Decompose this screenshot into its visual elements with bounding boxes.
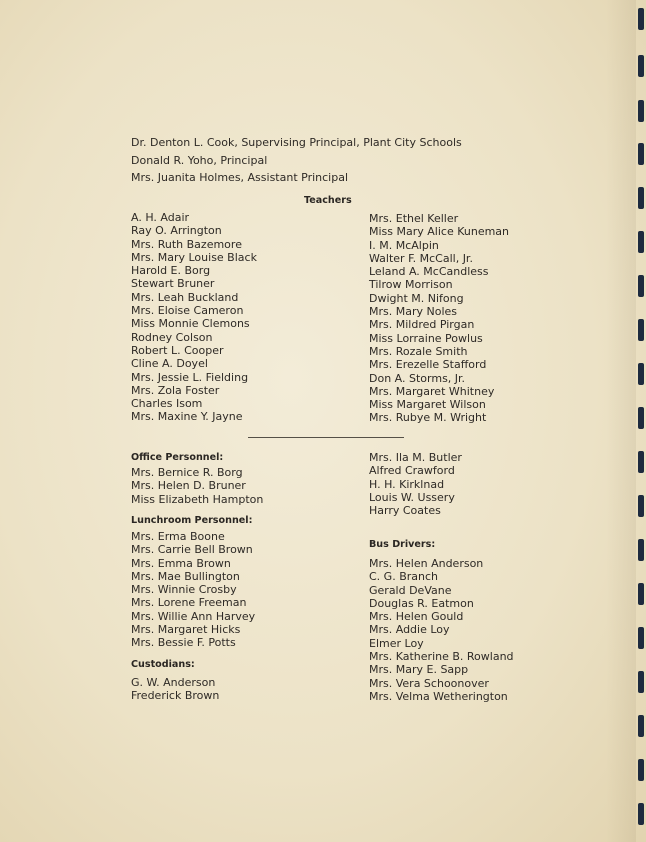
- lunchroom-staff-name: Mrs. Emma Brown: [131, 556, 231, 570]
- admin-line: Dr. Denton L. Cook, Supervising Principal, Plant City Schools: [131, 136, 462, 149]
- custodian-name: Louis W. Ussery: [369, 490, 455, 504]
- binder-ring: [638, 759, 644, 781]
- teacher-name: Miss Monnie Clemons: [131, 317, 250, 331]
- bus-driver-name: Mrs. Helen Anderson: [369, 557, 484, 570]
- binder-ring: [638, 187, 644, 209]
- custodian-name: H. H. Kirklnad: [369, 477, 445, 491]
- admin-line: Donald R. Yoho, Principal: [131, 153, 268, 167]
- admin-line: Mrs. Juanita Holmes, Assistant Principal: [131, 171, 349, 184]
- teacher-name: Charles Isom: [131, 397, 203, 411]
- teacher-name: Don A. Storms, Jr.: [369, 371, 466, 385]
- section-divider: [248, 437, 404, 438]
- lunchroom-staff-name: Mrs. Lorene Freeman: [131, 596, 247, 610]
- teachers-right-column: [369, 212, 509, 425]
- teacher-name: Robert L. Cooper: [131, 343, 224, 357]
- bus-driver-name: Mrs. Vera Schoonover: [369, 676, 489, 690]
- teacher-name: Ray O. Arrington: [131, 224, 222, 238]
- teacher-name: Leland A. McCandless: [369, 265, 489, 279]
- binder-ring: [638, 539, 644, 561]
- office-personnel-heading: Office Personnel:: [131, 452, 224, 463]
- lunchroom-staff-name: Mrs. Erma Boone: [131, 530, 225, 543]
- teacher-name: Mrs. Ethel Keller: [369, 212, 459, 225]
- custodians-heading: Custodians:: [131, 659, 195, 670]
- custodian-name: Mrs. Ila M. Butler: [369, 451, 462, 464]
- teacher-name: Tilrow Morrison: [369, 278, 453, 292]
- teacher-name: Miss Lorraine Powlus: [369, 331, 483, 345]
- teacher-name: Mrs. Rubye M. Wright: [369, 411, 487, 425]
- teacher-name: Mrs. Zola Foster: [131, 383, 220, 397]
- lunchroom-personnel-heading: Lunchroom Personnel:: [131, 515, 253, 526]
- binder-ring: [638, 451, 644, 473]
- bus-driver-name: Douglas R. Eatmon: [369, 596, 474, 610]
- custodian-name: Alfred Crawford: [369, 464, 455, 478]
- lunchroom-staff-name: Mrs. Carrie Bell Brown: [131, 543, 253, 557]
- teacher-name: Mrs. Eloise Cameron: [131, 304, 244, 318]
- bus-driver-name: Mrs. Addie Loy: [369, 623, 450, 637]
- teacher-name: Miss Margaret Wilson: [369, 398, 486, 412]
- teacher-name: Mrs. Mary Louise Black: [131, 250, 257, 264]
- office-staff-name: Miss Elizabeth Hampton: [131, 492, 264, 506]
- teacher-name: Mrs. Maxine Y. Jayne: [131, 410, 243, 424]
- custodians-list: [131, 676, 219, 703]
- binder-ring: [638, 231, 644, 253]
- binder-ring: [638, 407, 644, 429]
- teacher-name: Mrs. Erezelle Stafford: [369, 358, 487, 372]
- teacher-name: Mrs. Leah Buckland: [131, 290, 239, 304]
- teachers-left-column: [131, 211, 257, 424]
- lunchroom-staff-name: Mrs. Margaret Hicks: [131, 623, 241, 637]
- lunchroom-staff-name: Mrs. Bessie F. Potts: [131, 636, 236, 650]
- teacher-name: Miss Mary Alice Kuneman: [369, 225, 510, 239]
- custodian-name: G. W. Anderson: [131, 676, 216, 689]
- binder-ring: [638, 803, 644, 825]
- teacher-name: Dwight M. Nifong: [369, 291, 464, 305]
- office-personnel-list: [131, 466, 263, 506]
- teacher-name: Mrs. Mary Noles: [369, 305, 458, 319]
- teacher-name: Walter F. McCall, Jr.: [369, 251, 473, 265]
- teacher-name: Mrs. Rozale Smith: [369, 344, 468, 358]
- binder-ring: [638, 55, 644, 77]
- office-staff-name: Mrs. Bernice R. Borg: [131, 466, 243, 479]
- teacher-name: A. H. Adair: [131, 211, 190, 224]
- bus-drivers-heading: Bus Drivers:: [369, 539, 436, 550]
- custodian-name: Frederick Brown: [131, 689, 220, 703]
- spiral-binding: [630, 0, 646, 842]
- bus-driver-name: C. G. Branch: [369, 570, 438, 584]
- lunchroom-staff-name: Mrs. Mae Bullington: [131, 569, 240, 583]
- bus-driver-name: Mrs. Velma Wetherington: [369, 689, 508, 703]
- binder-ring: [638, 583, 644, 605]
- teachers-heading: Teachers: [304, 195, 352, 206]
- bus-driver-name: Elmer Loy: [369, 636, 424, 650]
- teacher-name: Mrs. Ruth Bazemore: [131, 237, 242, 251]
- binder-ring: [638, 275, 644, 297]
- binder-ring: [638, 363, 644, 385]
- bus-driver-name: Mrs. Mary E. Sapp: [369, 663, 469, 677]
- bus-driver-name: Mrs. Helen Gould: [369, 610, 464, 624]
- teacher-name: Mrs. Jessie L. Fielding: [131, 370, 249, 384]
- teacher-name: Mrs. Mildred Pirgan: [369, 318, 475, 332]
- binder-ring: [638, 8, 644, 30]
- teacher-name: Stewart Bruner: [131, 277, 215, 291]
- lunchroom-staff-name: Mrs. Willie Ann Harvey: [131, 609, 256, 623]
- lunchroom-personnel-list: [131, 530, 255, 650]
- binder-ring: [638, 715, 644, 737]
- teacher-name: I. M. McAlpin: [369, 238, 439, 252]
- teacher-name: Mrs. Margaret Whitney: [369, 384, 495, 398]
- office-staff-name: Mrs. Helen D. Bruner: [131, 479, 246, 493]
- administration-list: [131, 134, 462, 187]
- binder-ring: [638, 319, 644, 341]
- custodian-name: Harry Coates: [369, 504, 441, 518]
- custodians-continued-list: [369, 451, 462, 517]
- teacher-name: Rodney Colson: [131, 330, 213, 344]
- binder-ring: [638, 627, 644, 649]
- bus-driver-name: Mrs. Katherine B. Rowland: [369, 650, 514, 664]
- teacher-name: Harold E. Borg: [131, 264, 211, 278]
- bus-driver-name: Gerald DeVane: [369, 583, 452, 597]
- binder-ring: [638, 495, 644, 517]
- binder-ring: [638, 671, 644, 693]
- lunchroom-staff-name: Mrs. Winnie Crosby: [131, 583, 237, 597]
- teacher-name: Cline A. Doyel: [131, 357, 208, 371]
- bus-drivers-list: [369, 557, 514, 703]
- binder-ring: [638, 100, 644, 122]
- binder-ring: [638, 143, 644, 165]
